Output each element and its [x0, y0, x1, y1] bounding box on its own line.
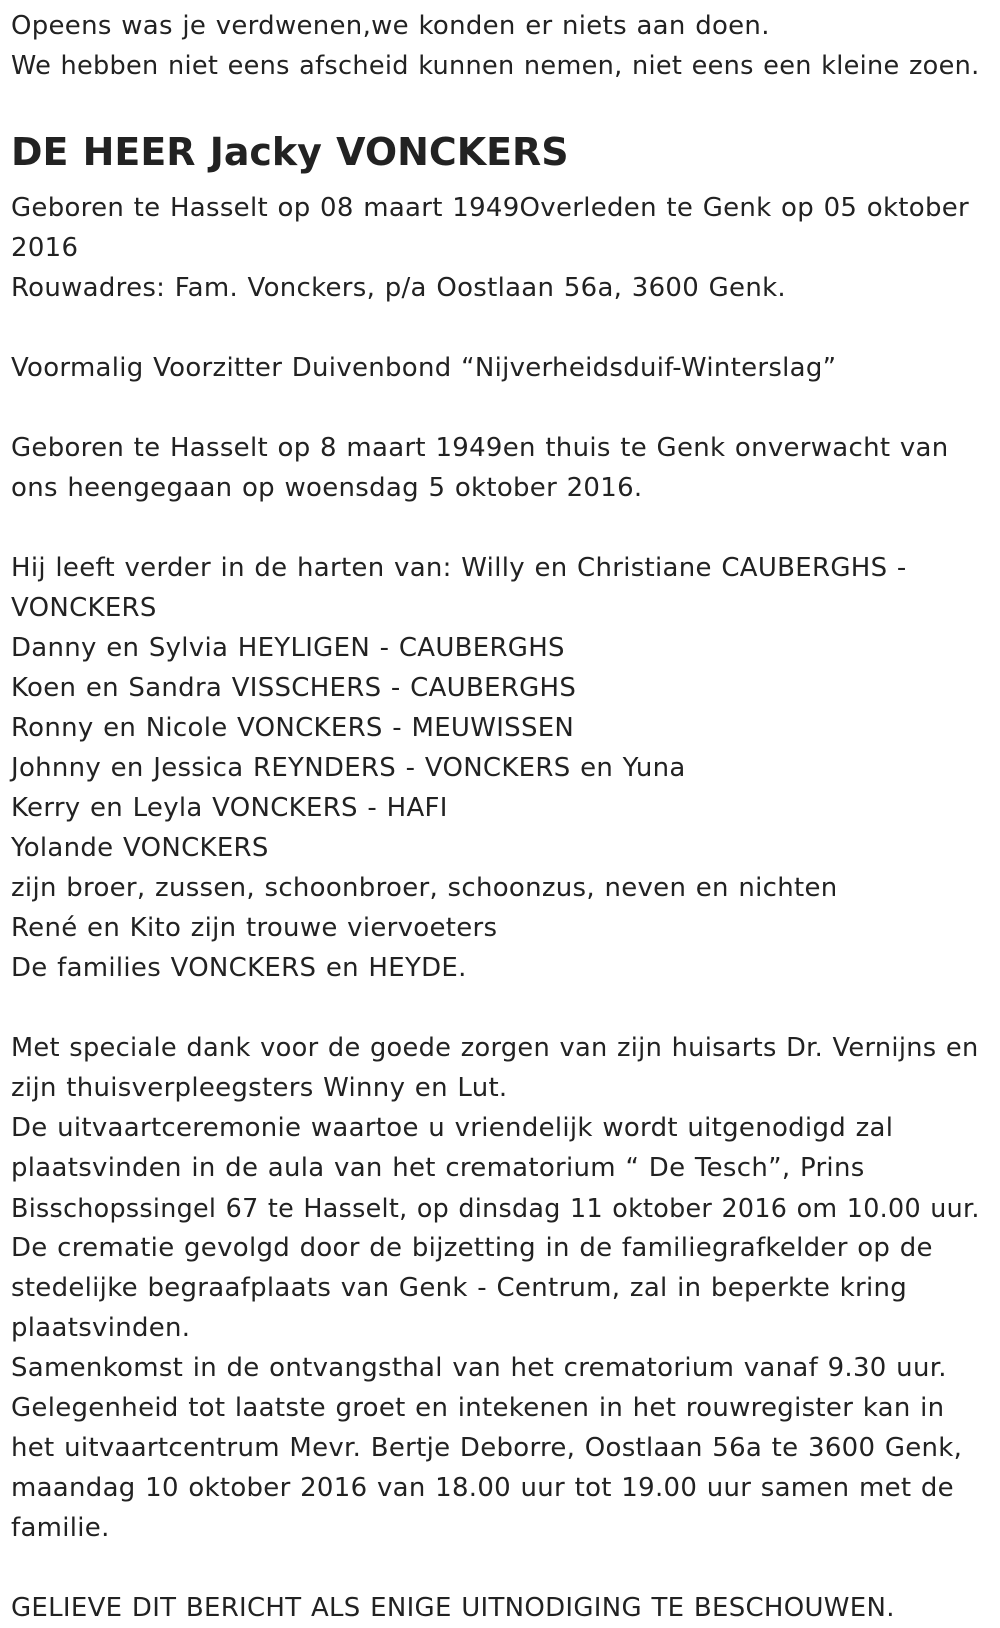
- intro-line: We hebben niet eens afscheid kunnen nemen, niet eens een kleine zoen.: [11, 51, 980, 81]
- survivor-line: Yolande VONCKERS: [11, 833, 269, 863]
- survivor-line: Johnny en Jessica REYNDERS - VONCKERS en Yuna: [11, 753, 686, 783]
- ceremony-line: Bisschopssingel 67 te Hasselt, op dinsdag 11 oktober 2016 om 10.00 uur.: [11, 1193, 980, 1223]
- ceremony-line: familie.: [11, 1513, 110, 1543]
- ceremony-line: het uitvaartcentrum Mevr. Bertje Deborre, Oostlaan 56a te 3600 Genk,: [11, 1433, 963, 1463]
- ceremony-line: zijn thuisverpleegsters Winny en Lut.: [11, 1073, 508, 1103]
- survivor-line: Danny en Sylvia HEYLIGEN - CAUBERGHS: [11, 633, 565, 663]
- born-line: Geboren te Hasselt op 8 maart 1949en thuis te Genk onverwacht van: [11, 433, 949, 463]
- spacer: [11, 508, 980, 548]
- spacer: [11, 388, 980, 428]
- survivor-line: Kerry en Leyla VONCKERS - HAFI: [11, 793, 448, 823]
- closing-notice: GELIEVE DIT BERICHT ALS ENIGE UITNODIGING TE BESCHOUWEN.: [11, 1593, 895, 1623]
- ceremony-line: maandag 10 oktober 2016 van 18.00 uur tot 19.00 uur samen met de: [11, 1473, 954, 1503]
- survivor-line: Ronny en Nicole VONCKERS - MEUWISSEN: [11, 713, 575, 743]
- spacer: [11, 988, 980, 1028]
- ceremony-line: Met speciale dank voor de goede zorgen van zijn huisarts Dr. Vernijns en: [11, 1033, 979, 1063]
- survivors-list: [11, 548, 980, 988]
- birth-death-line: Geboren te Hasselt op 08 maart 1949Overleden te Genk op 05 oktober: [11, 193, 970, 223]
- survivor-line: zijn broer, zussen, schoonbroer, schoonzus, neven en nichten: [11, 873, 838, 903]
- intro-verse: [11, 6, 980, 86]
- survivor-line: Koen en Sandra VISSCHERS - CAUBERGHS: [11, 673, 577, 703]
- deceased-name-title: DE HEER Jacky VONCKERS: [11, 130, 569, 174]
- birth-death-info: [11, 188, 980, 308]
- spacer: [11, 1548, 980, 1588]
- ceremony-line: plaatsvinden in de aula van het crematorium “ De Tesch”, Prins: [11, 1153, 865, 1183]
- survivor-line: De families VONCKERS en HEYDE.: [11, 953, 467, 983]
- former-role: Voormalig Voorzitter Duivenbond “Nijverheidsduif-Winterslag”: [11, 353, 837, 383]
- birth-death-line: 2016: [11, 233, 79, 263]
- ceremony-line: De uitvaartceremonie waartoe u vriendelijk wordt uitgenodigd zal: [11, 1113, 894, 1143]
- ceremony-line: De crematie gevolgd door de bijzetting in de familiegrafkelder op de: [11, 1233, 933, 1263]
- survivor-line: Hij leeft verder in de harten van: Willy en Christiane CAUBERGHS -: [11, 553, 907, 583]
- born-line: ons heengegaan op woensdag 5 oktober 2016.: [11, 473, 643, 503]
- ceremony-line: stedelijke begraafplaats van Genk - Centrum, zal in beperkte kring: [11, 1273, 908, 1303]
- born-paragraph: [11, 428, 980, 508]
- survivor-line: René en Kito zijn trouwe viervoeters: [11, 913, 498, 943]
- survivor-line: VONCKERS: [11, 593, 157, 623]
- ceremony-line: Gelegenheid tot laatste groet en intekenen in het rouwregister kan in: [11, 1393, 945, 1423]
- intro-line: Opeens was je verdwenen,we konden er niets aan doen.: [11, 11, 770, 41]
- ceremony-line: plaatsvinden.: [11, 1313, 191, 1343]
- ceremony-line: Samenkomst in de ontvangsthal van het crematorium vanaf 9.30 uur.: [11, 1353, 947, 1383]
- spacer: [11, 308, 980, 348]
- thanks-and-ceremony: [11, 1028, 980, 1548]
- mourning-address: Rouwadres: Fam. Vonckers, p/a Oostlaan 56a, 3600 Genk.: [11, 273, 786, 303]
